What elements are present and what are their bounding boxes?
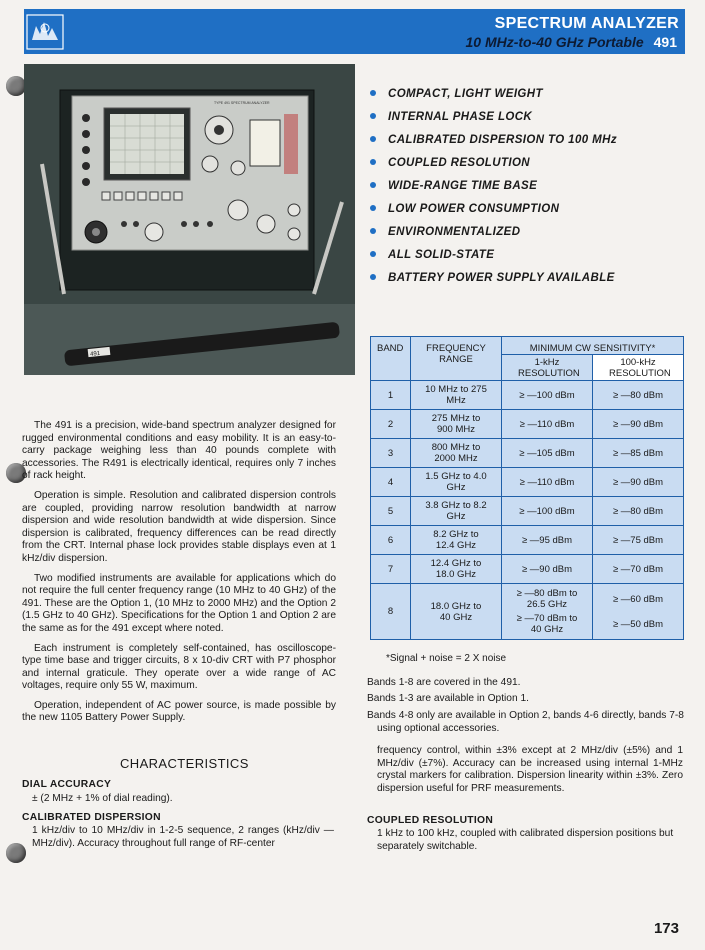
intro-paragraphs	[22, 420, 336, 725]
paragraph: Each instrument is completely self-contained, has oscilloscope-type time base and trigger circuits, 8 x 10-div CRT with P7 phosphor and internal graticule. They operate over a wide range of AC voltages, require only 55 W, maximum.	[22, 642, 336, 692]
table-row: 3 800 MHz to 2000 MHz ≥ —105 dBm ≥ —85 dBm	[371, 439, 684, 468]
feature-item: COMPACT, LIGHT WEIGHT	[370, 88, 690, 111]
photo-badge: 491	[89, 350, 101, 358]
paragraph: The 491 is a precision, wide-band spectrum analyzer designed for rugged environmental conditions and easy mobility. It is an easy-to-carry package weighing less than 40 pounds complete with accessories. The R491 is electrically identical, requires only 7 inches of rack height.	[22, 420, 336, 482]
table-row: 4 1.5 GHz to 4.0 GHz ≥ —110 dBm ≥ —90 dBm	[371, 468, 684, 497]
bullet-icon	[370, 113, 376, 119]
bands-note: Bands 4-8 only are available in Option 2, bands 4-6 directly, bands 7-8 using optional accessories.	[367, 710, 684, 734]
header-band: BAND	[371, 337, 411, 381]
feature-item: CALIBRATED DISPERSION TO 100 MHz	[370, 134, 690, 157]
calibrated-dispersion-heading: CALIBRATED DISPERSION	[22, 812, 161, 823]
bullet-icon	[370, 136, 376, 142]
bands-note: Bands 1-3 are available in Option 1.	[367, 693, 529, 704]
coupled-resolution-heading: COUPLED RESOLUTION	[367, 815, 494, 826]
table-row: 2 275 MHz to 900 MHz ≥ —110 dBm ≥ —90 dBm	[371, 410, 684, 439]
calibrated-dispersion-text: 1 kHz/div to 10 MHz/div in 1-2-5 sequence, 2 ranges (kHz/div —MHz/div). Accuracy throughout full range of RF-center	[32, 825, 334, 849]
punch-hole	[6, 76, 26, 96]
punch-hole	[6, 843, 26, 863]
bullet-icon	[370, 90, 376, 96]
table-row: 7 12.4 GHz to 18.0 GHz ≥ —90 dBm ≥ —70 dBm	[371, 555, 684, 584]
spectrum-analyzer-illustration	[24, 64, 355, 375]
coupled-resolution-text: 1 kHz to 100 kHz, coupled with calibrated dispersion positions but separately switchable.	[377, 828, 674, 852]
table-row: 8 18.0 GHz to 40 GHz ≥ —80 dBm to 26.5 GHz ≥ —70 dBm to 40 GHz ≥ —60 dBm ≥ —50 dBm	[371, 584, 684, 640]
header-100khz-resolution: 100-kHz RESOLUTION	[593, 355, 684, 381]
paragraph: Operation, independent of AC power source, is made possible by the new 1105 Battery Power Supply.	[22, 699, 336, 724]
feature-item: BATTERY POWER SUPPLY AVAILABLE	[370, 272, 690, 295]
header-model: 491	[653, 34, 677, 50]
feature-item: COUPLED RESOLUTION	[370, 157, 690, 180]
feature-item: ALL SOLID-STATE	[370, 249, 690, 272]
feature-list	[370, 88, 690, 295]
tektronix-logo	[26, 14, 64, 50]
paragraph: Operation is simple. Resolution and calibrated dispersion controls are coupled, providing narrow resolution bandwidth at narrow dispersion and wide resolution bandwidth at wide dispersion. Since dispersion is calibrated, frequency differences can be read directly from the CRT. Internal phase lock provides stable displays even at 1 kHz/div dispersion.	[22, 489, 336, 564]
feature-item: LOW POWER CONSUMPTION	[370, 203, 690, 226]
paragraph: Two modified instruments are available for applications which do not require the full center frequency range (10 MHz to 40 GHz) of the 491. These are the Option 1, (10 MHz to 2000 MHz) and the Option 2 (1.5 GHz to 40 GHz). Specifications for the Option 1 and Option 2 are the same as for the 491 except where noted.	[22, 572, 336, 634]
bullet-icon	[370, 205, 376, 211]
photo-panel-label: TYPE 491 SPECTRUM ANALYZER	[214, 101, 270, 105]
feature-item: WIDE-RANGE TIME BASE	[370, 180, 690, 203]
header-sensitivity: MINIMUM CW SENSITIVITY*	[502, 337, 684, 355]
feature-item: INTERNAL PHASE LOCK	[370, 111, 690, 134]
frequency-control-text: frequency control, within ±3% except at 2 MHz/div (±5%) and 1 MHz/div (±7%). Accuracy can be increased using internal 1-MHz crystal markers for calibration. Dispersion linearity within ±3%. Zero dispersion useful for PRF measurements.	[377, 745, 683, 794]
bullet-icon	[370, 159, 376, 165]
header-1khz-resolution: 1-kHz RESOLUTION	[502, 355, 593, 381]
header-title: SPECTRUM ANALYZER	[494, 15, 679, 32]
page-number: 173	[653, 920, 679, 937]
bullet-icon	[370, 274, 376, 280]
table-row: 5 3.8 GHz to 8.2 GHz ≥ —100 dBm ≥ —80 dBm	[371, 497, 684, 526]
product-photo	[24, 64, 355, 375]
characteristics-heading: CHARACTERISTICS	[120, 756, 249, 771]
bullet-icon	[370, 251, 376, 257]
header-subtitle	[466, 34, 678, 50]
dial-accuracy-text: ± (2 MHz + 1% of dial reading).	[32, 793, 173, 804]
header-subtitle-text: 10 MHz-to-40 GHz Portable	[465, 34, 644, 50]
table-row: 6 8.2 GHz to 12.4 GHz ≥ —95 dBm ≥ —75 dBm	[371, 526, 684, 555]
table-footnote: *Signal + noise = 2 X noise	[386, 653, 507, 664]
bands-note: Bands 1-8 are covered in the 491.	[367, 677, 521, 688]
header-frequency-range: FREQUENCY RANGE	[411, 337, 502, 381]
feature-item: ENVIRONMENTALIZED	[370, 226, 690, 249]
bullet-icon	[370, 228, 376, 234]
bullet-icon	[370, 182, 376, 188]
dial-accuracy-heading: DIAL ACCURACY	[22, 779, 112, 790]
table-row: 1 10 MHz to 275 MHz ≥ —100 dBm ≥ —80 dBm	[371, 381, 684, 410]
sensitivity-table	[370, 336, 684, 640]
